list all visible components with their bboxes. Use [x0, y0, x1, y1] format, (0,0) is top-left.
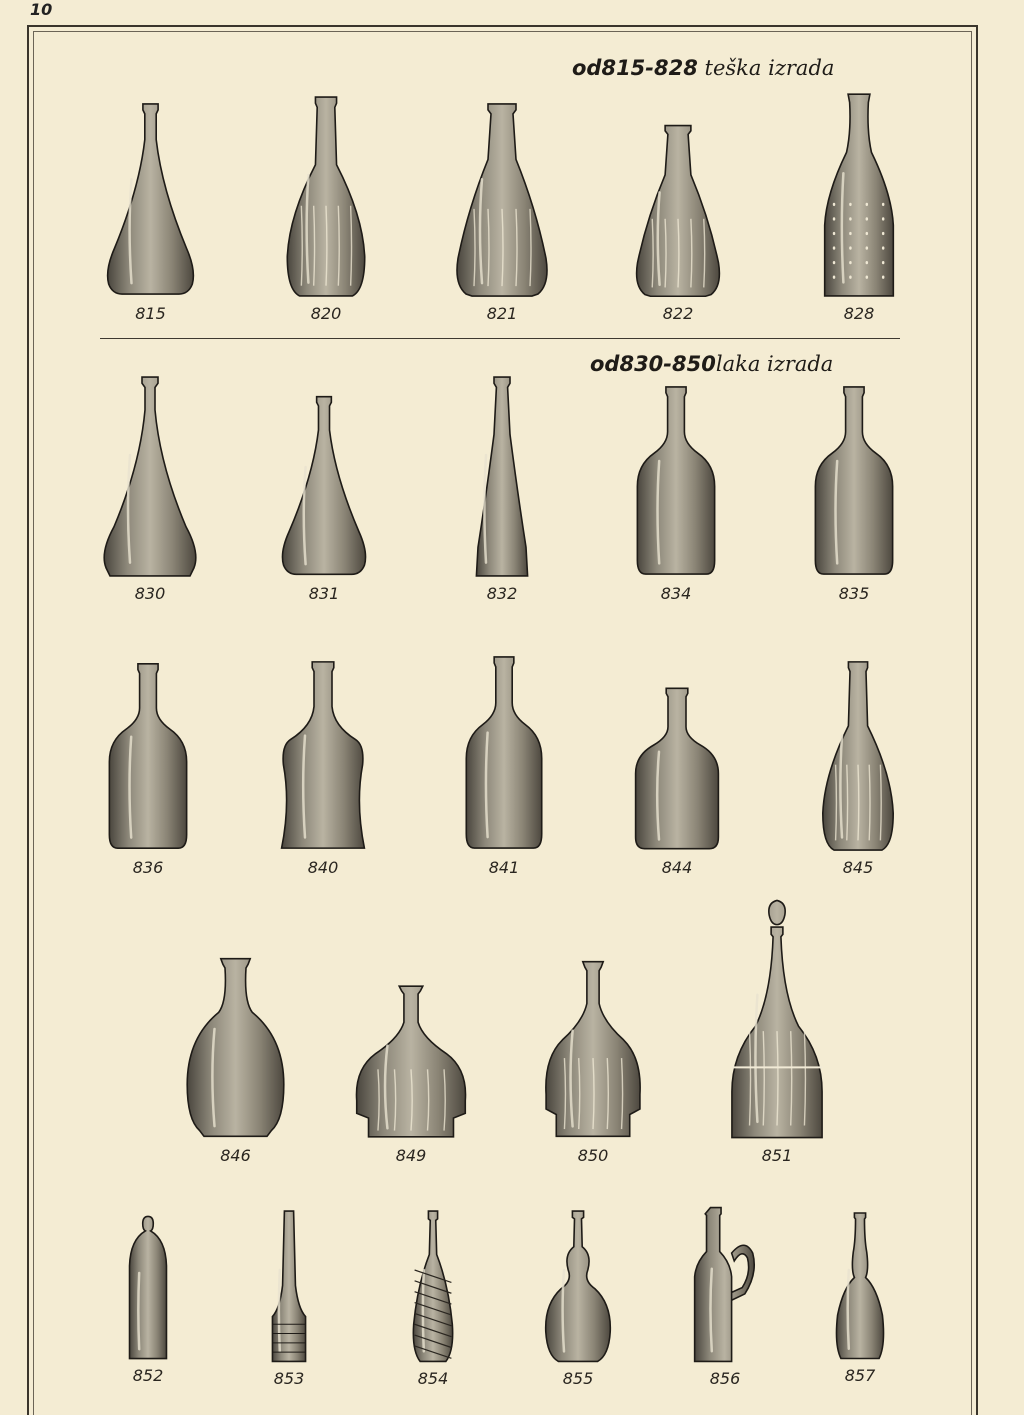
item-number: 851 [761, 1146, 793, 1165]
item-number: 821 [486, 304, 518, 323]
bottle-illustration [100, 373, 200, 578]
decor-dot [849, 246, 851, 249]
catalog-item-840 [278, 658, 368, 880]
catalog-item-850 [542, 958, 644, 1168]
item-number: 849 [395, 1146, 427, 1165]
catalog-item-849 [352, 983, 470, 1168]
bottle-illustration [266, 1208, 312, 1363]
decor-dot [866, 217, 868, 220]
catalog-item-832 [462, 373, 542, 606]
item-number: 836 [132, 858, 164, 877]
decor-dot [882, 246, 884, 249]
item-number: 822 [662, 304, 694, 323]
decor-dot [866, 232, 868, 235]
decor-dot [882, 203, 884, 206]
bottle-outline [815, 387, 892, 574]
bottle-illustration [542, 958, 644, 1140]
catalog-item-853 [266, 1208, 312, 1391]
bottle-outline [825, 94, 894, 296]
bottle-illustration [812, 383, 896, 578]
bottle-illustration [634, 383, 718, 578]
bottle-outline [104, 377, 196, 576]
flute-line [847, 765, 848, 841]
decor-dot [849, 217, 851, 220]
item-number: 850 [577, 1146, 609, 1165]
catalog-item-822 [632, 122, 724, 326]
bottle-outline [546, 1211, 611, 1361]
bottle-outline [282, 397, 365, 575]
decor-dot [833, 203, 835, 206]
item-number: 832 [486, 584, 518, 603]
bottle-illustration [103, 100, 198, 298]
catalog-item-846 [183, 955, 288, 1168]
catalog-item-821 [452, 100, 552, 326]
catalog-item-852 [126, 1215, 170, 1388]
bottle-outline [546, 962, 640, 1137]
bottle-illustration [820, 90, 898, 298]
bottle-illustration [452, 100, 552, 298]
flute-line [836, 765, 837, 841]
bottle-illustration [106, 660, 190, 852]
decor-dot [866, 246, 868, 249]
bottle-illustration [352, 983, 470, 1140]
bottle-outline [282, 662, 365, 848]
section-heading-light [590, 352, 833, 376]
item-number: 815 [135, 304, 166, 323]
bottle-outline [732, 900, 822, 1137]
bottle-outline [637, 387, 714, 574]
bottle-illustration [126, 1215, 170, 1360]
bottle-outline [413, 1211, 452, 1361]
section-range: od815-828 [572, 56, 698, 80]
catalog-item-854 [410, 1208, 456, 1391]
catalog-item-835 [812, 383, 896, 606]
bottle-illustration [278, 658, 368, 852]
item-number: 857 [844, 1366, 876, 1385]
bottle-outline [457, 104, 547, 296]
catalog-item-815 [103, 100, 198, 326]
bottle-outline [272, 1211, 305, 1361]
decor-dot [849, 232, 851, 235]
decor-dot [882, 261, 884, 264]
item-number: 854 [417, 1369, 449, 1388]
decor-dot [849, 203, 851, 206]
item-number: 831 [308, 584, 340, 603]
catalog-item-831 [278, 393, 370, 606]
decor-dot [866, 276, 868, 279]
item-number: 852 [132, 1366, 164, 1385]
bottle-illustration [463, 653, 545, 852]
item-number: 820 [310, 304, 342, 323]
decor-dot [849, 276, 851, 279]
decor-dot [833, 246, 835, 249]
bottle-outline [109, 664, 186, 848]
bottle-outline [108, 104, 194, 294]
decor-dot [882, 217, 884, 220]
bottle-outline [130, 1216, 167, 1358]
catalog-item-828 [820, 90, 898, 326]
item-number: 844 [661, 858, 693, 877]
bottle-outline [187, 959, 284, 1137]
catalog-item-830 [100, 373, 200, 606]
item-number: 855 [562, 1369, 594, 1388]
catalog-item-834 [634, 383, 718, 606]
bottle-illustration [632, 122, 724, 298]
item-number: 845 [842, 858, 874, 877]
decor-dot [882, 232, 884, 235]
bottle-illustration [462, 373, 542, 578]
glass-highlight [710, 1269, 711, 1351]
bottle-illustration [282, 93, 370, 298]
item-number: 853 [273, 1369, 305, 1388]
flute-line [880, 765, 881, 841]
bottle-illustration [632, 685, 722, 852]
bottle-outline [636, 688, 719, 848]
decor-dot [882, 276, 884, 279]
flute-line [858, 765, 859, 841]
item-number: 830 [134, 584, 166, 603]
item-number: 841 [488, 858, 520, 877]
section-range: od830-850 [590, 352, 716, 376]
section-label: laka izrada [715, 352, 834, 376]
section-heading-heavy [572, 56, 834, 80]
item-number: 856 [709, 1369, 741, 1388]
catalog-item-851 [728, 898, 826, 1168]
section-label: teška izrada [697, 56, 835, 80]
glass-highlight [138, 1273, 139, 1349]
decor-dot [833, 261, 835, 264]
page-number: 10 [30, 0, 53, 19]
bottle-illustration [692, 1206, 758, 1363]
decor-dot [833, 217, 835, 220]
catalog-item-845 [818, 658, 898, 880]
bottle-outline [356, 986, 465, 1137]
item-number: 840 [307, 858, 339, 877]
bottle-illustration [818, 658, 898, 852]
catalog-item-841 [463, 653, 545, 880]
bottle-outline [466, 657, 541, 848]
bottle-outline [695, 1208, 755, 1362]
glass-highlight [279, 1270, 280, 1351]
catalog-item-856 [692, 1206, 758, 1391]
item-number: 846 [220, 1146, 251, 1165]
catalog-item-855 [543, 1208, 613, 1391]
glass-highlight [848, 1270, 849, 1349]
catalog-item-836 [106, 660, 190, 880]
bottle-illustration [543, 1208, 613, 1363]
bottle-illustration [832, 1210, 888, 1360]
decor-dot [866, 261, 868, 264]
decor-dot [833, 276, 835, 279]
decor-dot [849, 261, 851, 264]
glass-highlight [423, 1270, 424, 1351]
section-divider [100, 338, 900, 339]
glass-highlight [563, 1270, 564, 1351]
decor-dot [833, 232, 835, 235]
item-number: 835 [838, 584, 870, 603]
decor-dot [866, 203, 868, 206]
item-number: 828 [843, 304, 875, 323]
flute-line [869, 765, 870, 841]
bottle-outline [836, 1213, 883, 1359]
bottle-illustration [410, 1208, 456, 1363]
bottle-illustration [278, 393, 370, 578]
catalog-item-857 [832, 1210, 888, 1388]
catalog-item-820 [282, 93, 370, 326]
catalog-item-844 [632, 685, 722, 880]
bottle-illustration [183, 955, 288, 1140]
bottle-illustration [728, 898, 826, 1140]
item-number: 834 [660, 584, 692, 603]
